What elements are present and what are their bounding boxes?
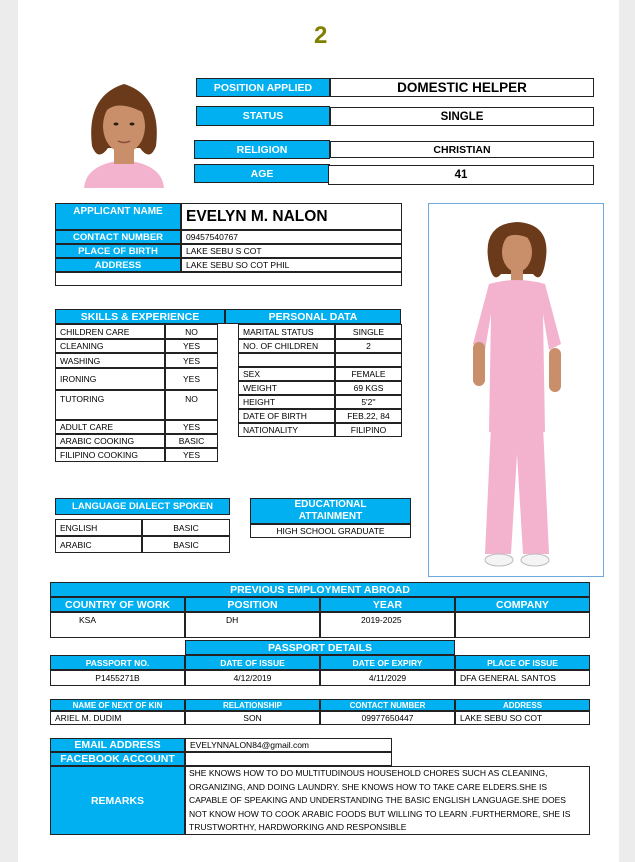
language-header: LANGUAGE DIALECT SPOKEN [55, 498, 230, 515]
status-label: STATUS [196, 106, 330, 126]
skill-row: ARABIC COOKING [55, 434, 165, 448]
personal-value: FEB.22, 84 [335, 409, 402, 423]
skill-row: CHILDREN CARE [55, 324, 165, 339]
personal-row: MARITAL STATUS [238, 324, 335, 339]
religion-label: RELIGION [194, 140, 330, 159]
skill-value: NO [165, 324, 218, 339]
personal-value: 2 [335, 339, 402, 353]
kin-relationship: SON [185, 711, 320, 725]
personal-value: SINGLE [335, 324, 402, 339]
employment-col-company: COMPANY [455, 597, 590, 612]
email-value: EVELYNNALON84@gmail.com [185, 738, 392, 752]
personal-row: NATIONALITY [238, 423, 335, 437]
education-value: HIGH SCHOOL GRADUATE [250, 524, 411, 538]
remarks-label: REMARKS [50, 766, 185, 835]
place-of-birth-value: LAKE SEBU S COT [181, 244, 402, 258]
facebook-value [185, 752, 392, 766]
kin-col-address: ADDRESS [455, 699, 590, 711]
language-row: ARABIC [55, 536, 142, 553]
personal-row: HEIGHT [238, 395, 335, 409]
education-header: EDUCATIONAL ATTAINMENT [250, 498, 411, 524]
status-value: SINGLE [330, 107, 594, 126]
employment-year: 2019-2025 [320, 612, 455, 638]
blank-row [55, 272, 402, 286]
passport-col-place: PLACE OF ISSUE [455, 655, 590, 670]
page-number: 2 [314, 22, 328, 49]
kin-contact: 09977650447 [320, 711, 455, 725]
passport-col-expiry: DATE OF EXPIRY [320, 655, 455, 670]
address-value: LAKE SEBU SO COT PHIL [181, 258, 402, 272]
language-value: BASIC [142, 519, 230, 536]
skill-row: TUTORING [55, 390, 165, 420]
language-row: ENGLISH [55, 519, 142, 536]
kin-address: LAKE SEBU SO COT [455, 711, 590, 725]
full-body-photo [428, 203, 604, 577]
age-value: 41 [328, 165, 594, 185]
kin-name: ARIEL M. DUDIM [50, 711, 185, 725]
remarks-value: SHE KNOWS HOW TO DO MULTITUDINOUS HOUSEHOLD CHORES SUCH AS CLEANING, ORGANIZING, AND DOING LAUNDRY. SHE KNOWS HOW TO TAKE CARE ELDERS.SHE IS CAPABLE OF SPEAKING AND UNDERSTANDING THE BASIC ENGLISH LANGUAGE.SHE DOES NOT KNOW HOW TO COOK ARABIC FOODS BUT WILLING TO LEARN .FURTHERMORE, SHE IS TRUSTWORTHY, HARDWORKING AND RESPONSIBLE [185, 766, 590, 835]
personal-value: FILIPINO [335, 423, 402, 437]
personal-row: DATE OF BIRTH [238, 409, 335, 423]
email-label: EMAIL ADDRESS [50, 738, 185, 752]
employment-position: DH [185, 612, 320, 638]
employment-col-country: COUNTRY OF WORK [50, 597, 185, 612]
kin-col-relationship: RELATIONSHIP [185, 699, 320, 711]
personal-row: NO. OF CHILDREN [238, 339, 335, 353]
personal-row: WEIGHT [238, 381, 335, 395]
age-label: AGE [194, 164, 330, 183]
skill-value: BASIC [165, 434, 218, 448]
personal-value: 69 KGS [335, 381, 402, 395]
kin-col-contact: CONTACT NUMBER [320, 699, 455, 711]
passport-expiry: 4/11/2029 [320, 670, 455, 686]
applicant-name-value: EVELYN M. NALON [181, 203, 402, 230]
skill-row: FILIPINO COOKING [55, 448, 165, 462]
personal-blank [335, 353, 402, 367]
personal-value: 5'2'' [335, 395, 402, 409]
place-of-birth-label: PLACE OF BIRTH [55, 244, 181, 258]
position-label: POSITION APPLIED [196, 78, 330, 97]
employment-company [455, 612, 590, 638]
skill-row: ADULT CARE [55, 420, 165, 434]
passport-issue: 4/12/2019 [185, 670, 320, 686]
applicant-name-label: APPLICANT NAME [55, 203, 181, 230]
skill-value: YES [165, 420, 218, 434]
skills-header: SKILLS & EXPERIENCE [55, 309, 225, 324]
address-label: ADDRESS [55, 258, 181, 272]
position-value: DOMESTIC HELPER [330, 78, 594, 97]
skill-row: IRONING [55, 368, 165, 390]
skill-row: CLEANING [55, 339, 165, 353]
passport-place: DFA GENERAL SANTOS [455, 670, 590, 686]
headshot-photo [64, 76, 184, 188]
resume-page [18, 0, 619, 862]
employment-header: PREVIOUS EMPLOYMENT ABROAD [50, 582, 590, 597]
personal-value: FEMALE [335, 367, 402, 381]
skill-row: WASHING [55, 353, 165, 368]
personal-blank [238, 353, 335, 367]
skill-value: NO [165, 390, 218, 420]
kin-col-name: NAME OF NEXT OF KIN [50, 699, 185, 711]
contact-number-value: 09457540767 [181, 230, 402, 244]
skill-value: YES [165, 353, 218, 368]
skill-value: YES [165, 339, 218, 353]
personal-row: SEX [238, 367, 335, 381]
employment-country: KSA [50, 612, 185, 638]
passport-col-issue: DATE OF ISSUE [185, 655, 320, 670]
facebook-label: FACEBOOK ACCOUNT [50, 752, 185, 766]
passport-number: P1455271B [50, 670, 185, 686]
passport-col-number: PASSPORT NO. [50, 655, 185, 670]
employment-col-position: POSITION [185, 597, 320, 612]
contact-number-label: CONTACT NUMBER [55, 230, 181, 244]
passport-header: PASSPORT DETAILS [185, 640, 455, 655]
religion-value: CHRISTIAN [330, 141, 594, 158]
language-value: BASIC [142, 536, 230, 553]
skill-value: YES [165, 368, 218, 390]
skill-value: YES [165, 448, 218, 462]
personal-data-header: PERSONAL DATA [225, 309, 401, 324]
employment-col-year: YEAR [320, 597, 455, 612]
